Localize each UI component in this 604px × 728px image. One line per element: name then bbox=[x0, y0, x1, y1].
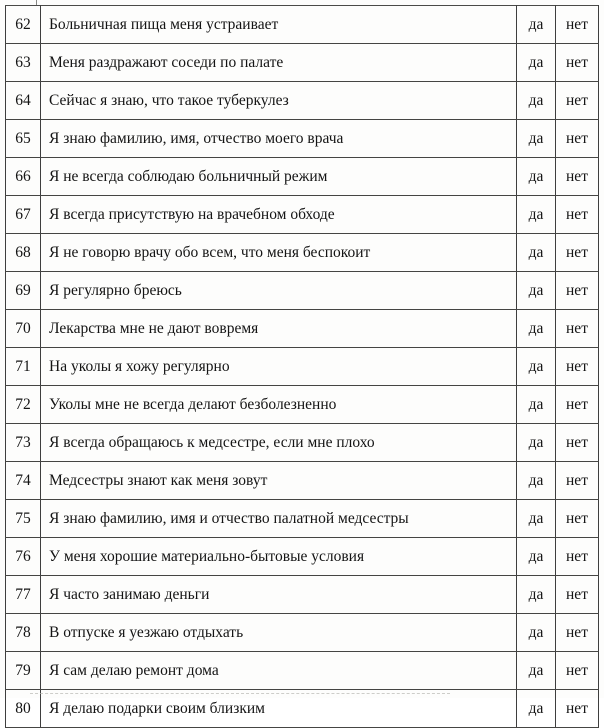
table-row bbox=[6, 614, 599, 652]
table-row bbox=[6, 82, 599, 120]
statement-text: Я делаю подарки своим близким bbox=[41, 690, 517, 728]
table-row bbox=[6, 538, 599, 576]
row-number: 72 bbox=[6, 386, 41, 424]
answer-yes-label: да bbox=[517, 44, 556, 82]
table-row bbox=[6, 44, 599, 82]
statement-text: Я всегда присутствую на врачебном обходе bbox=[41, 196, 517, 234]
row-number: 78 bbox=[6, 614, 41, 652]
row-number: 66 bbox=[6, 158, 41, 196]
row-number: 74 bbox=[6, 462, 41, 500]
answer-yes-label: да bbox=[517, 538, 556, 576]
table-row bbox=[6, 196, 599, 234]
answer-yes-label: да bbox=[517, 6, 556, 44]
row-number: 71 bbox=[6, 348, 41, 386]
statement-text: Я регулярно бреюсь bbox=[41, 272, 517, 310]
statement-text: Я не всегда соблюдаю больничный режим bbox=[41, 158, 517, 196]
answer-no-label: нет bbox=[556, 6, 599, 44]
table-row bbox=[6, 234, 599, 272]
statement-text: Я не говорю врачу обо всем, что меня беспокоит bbox=[41, 234, 517, 272]
answer-no-label: нет bbox=[556, 424, 599, 462]
statement-text: Я сам делаю ремонт дома bbox=[41, 652, 517, 690]
answer-no-label: нет bbox=[556, 690, 599, 728]
answer-yes-label: да bbox=[517, 614, 556, 652]
statement-text: Сейчас я знаю, что такое туберкулез bbox=[41, 82, 517, 120]
statement-text: Больничная пища меня устраивает bbox=[41, 6, 517, 44]
answer-yes-label: да bbox=[517, 310, 556, 348]
answer-yes-label: да bbox=[517, 348, 556, 386]
answer-no-label: нет bbox=[556, 158, 599, 196]
table-row bbox=[6, 462, 599, 500]
table-row bbox=[6, 652, 599, 690]
statement-text: Я знаю фамилию, имя, отчество моего врача bbox=[41, 120, 517, 158]
table-body bbox=[6, 6, 599, 728]
answer-yes-label: да bbox=[517, 386, 556, 424]
answer-yes-label: да bbox=[517, 120, 556, 158]
answer-no-label: нет bbox=[556, 272, 599, 310]
statement-text: Лекарства мне не дают вовремя bbox=[41, 310, 517, 348]
row-number: 64 bbox=[6, 82, 41, 120]
answer-yes-label: да bbox=[517, 500, 556, 538]
answer-no-label: нет bbox=[556, 500, 599, 538]
table-row bbox=[6, 272, 599, 310]
answer-no-label: нет bbox=[556, 538, 599, 576]
row-number: 70 bbox=[6, 310, 41, 348]
answer-yes-label: да bbox=[517, 462, 556, 500]
table-row bbox=[6, 500, 599, 538]
answer-no-label: нет bbox=[556, 44, 599, 82]
table-row bbox=[6, 6, 599, 44]
statement-text: Я знаю фамилию, имя и отчество палатной медсестры bbox=[41, 500, 517, 538]
table-row bbox=[6, 424, 599, 462]
statement-text: Я часто занимаю деньги bbox=[41, 576, 517, 614]
statement-text: Меня раздражают соседи по палате bbox=[41, 44, 517, 82]
statement-text: Я всегда обращаюсь к медсестре, если мне плохо bbox=[41, 424, 517, 462]
row-number: 73 bbox=[6, 424, 41, 462]
answer-yes-label: да bbox=[517, 82, 556, 120]
row-number: 69 bbox=[6, 272, 41, 310]
row-number: 79 bbox=[6, 652, 41, 690]
statement-text: Медсестры знают как меня зовут bbox=[41, 462, 517, 500]
scan-artifact bbox=[30, 693, 450, 694]
answer-no-label: нет bbox=[556, 348, 599, 386]
row-number: 76 bbox=[6, 538, 41, 576]
row-number: 77 bbox=[6, 576, 41, 614]
answer-yes-label: да bbox=[517, 652, 556, 690]
answer-no-label: нет bbox=[556, 196, 599, 234]
row-number: 68 bbox=[6, 234, 41, 272]
answer-no-label: нет bbox=[556, 614, 599, 652]
row-number: 80 bbox=[6, 690, 41, 728]
answer-no-label: нет bbox=[556, 234, 599, 272]
questionnaire-table bbox=[5, 5, 599, 728]
answer-no-label: нет bbox=[556, 386, 599, 424]
answer-yes-label: да bbox=[517, 158, 556, 196]
statement-text: У меня хорошие материально-бытовые условия bbox=[41, 538, 517, 576]
table-row bbox=[6, 120, 599, 158]
answer-no-label: нет bbox=[556, 652, 599, 690]
answer-yes-label: да bbox=[517, 196, 556, 234]
table-row bbox=[6, 576, 599, 614]
answer-yes-label: да bbox=[517, 690, 556, 728]
table-row bbox=[6, 348, 599, 386]
answer-yes-label: да bbox=[517, 576, 556, 614]
answer-yes-label: да bbox=[517, 272, 556, 310]
answer-no-label: нет bbox=[556, 120, 599, 158]
table-row bbox=[6, 690, 599, 728]
answer-yes-label: да bbox=[517, 424, 556, 462]
answer-no-label: нет bbox=[556, 310, 599, 348]
answer-no-label: нет bbox=[556, 462, 599, 500]
answer-no-label: нет bbox=[556, 576, 599, 614]
row-number: 67 bbox=[6, 196, 41, 234]
statement-text: На уколы я хожу регулярно bbox=[41, 348, 517, 386]
statement-text: Уколы мне не всегда делают безболезненно bbox=[41, 386, 517, 424]
row-number: 62 bbox=[6, 6, 41, 44]
table-row bbox=[6, 310, 599, 348]
table-row bbox=[6, 158, 599, 196]
row-number: 65 bbox=[6, 120, 41, 158]
row-number: 75 bbox=[6, 500, 41, 538]
table-row bbox=[6, 386, 599, 424]
answer-no-label: нет bbox=[556, 82, 599, 120]
row-number: 63 bbox=[6, 44, 41, 82]
answer-yes-label: да bbox=[517, 234, 556, 272]
statement-text: В отпуске я уезжаю отдыхать bbox=[41, 614, 517, 652]
